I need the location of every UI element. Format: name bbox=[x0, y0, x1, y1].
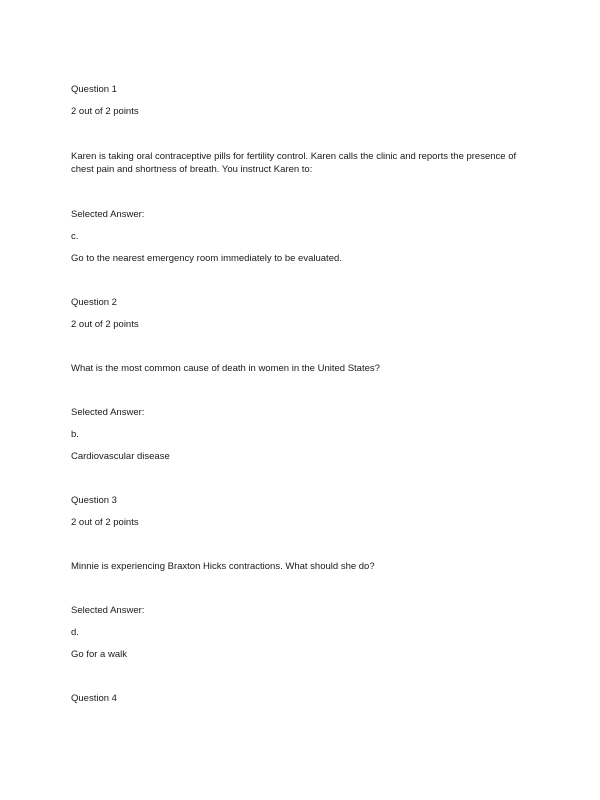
question-4-title: Question 4 bbox=[71, 693, 117, 704]
question-3-selected-answer: Go for a walk bbox=[71, 649, 127, 660]
question-1-points: 2 out of 2 points bbox=[71, 106, 139, 117]
question-1-text: Karen is taking oral contraceptive pills for fertility control. Karen calls the clinic and reports the presence of chest pain and shortness of breath. You instruct Karen to: bbox=[71, 151, 517, 175]
question-1-selected-letter: c. bbox=[71, 231, 79, 242]
question-2-title: Question 2 bbox=[71, 297, 117, 308]
question-1-selected-answer: Go to the nearest emergency room immediately to be evaluated. bbox=[71, 253, 342, 264]
question-1-title: Question 1 bbox=[71, 84, 117, 95]
question-2-points: 2 out of 2 points bbox=[71, 319, 139, 330]
question-3-text: Minnie is experiencing Braxton Hicks contractions. What should she do? bbox=[71, 561, 375, 572]
question-3-title: Question 3 bbox=[71, 495, 117, 506]
question-2-selected-letter: b. bbox=[71, 429, 79, 440]
question-2-text: What is the most common cause of death in women in the United States? bbox=[71, 363, 380, 374]
question-2-selected-answer: Cardiovascular disease bbox=[71, 451, 170, 462]
question-1-selected-label: Selected Answer: bbox=[71, 209, 145, 220]
question-3-selected-letter: d. bbox=[71, 627, 79, 638]
question-3-points: 2 out of 2 points bbox=[71, 517, 139, 528]
question-3-selected-label: Selected Answer: bbox=[71, 605, 145, 616]
question-2-selected-label: Selected Answer: bbox=[71, 407, 145, 418]
